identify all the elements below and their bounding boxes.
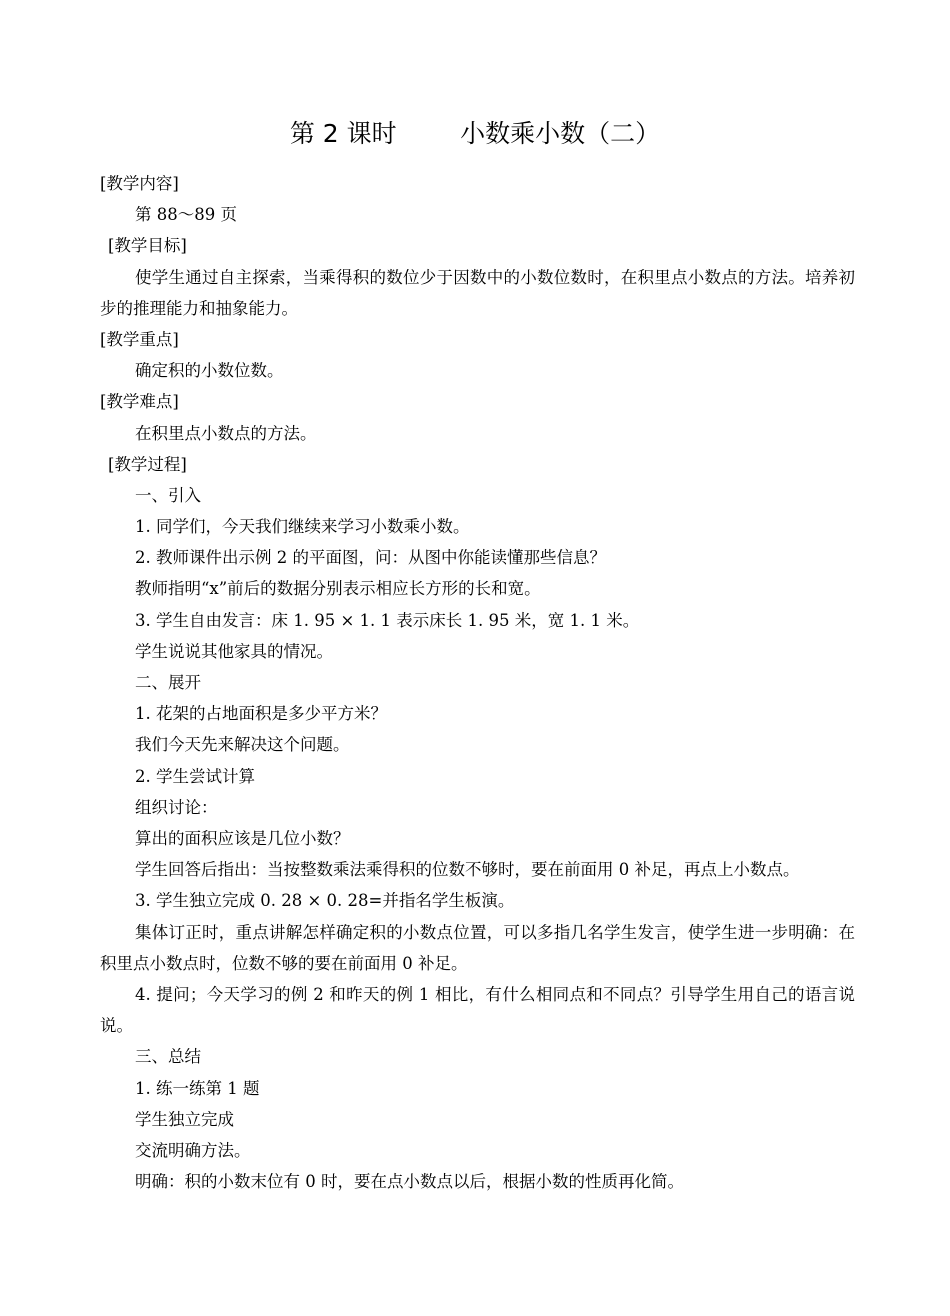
key-text: 确定积的小数位数。 [135,361,284,381]
paragraph: 教师指明“x”前后的数据分别表示相应长方形的长和宽。 [135,579,541,599]
paragraph: 3. 学生自由发言：床 1. 95 × 1. 1 表示床长 1. 95 米，宽 1. 1 米。 [135,610,640,630]
part1-title: 一、引入 [135,485,201,505]
paragraph: 1. 练一练第 1 题 [135,1078,260,1098]
part3-title: 三、总结 [135,1047,201,1067]
paragraph: 明确：积的小数末位有 0 时，要在点小数点以后，根据小数的性质再化简。 [135,1172,684,1192]
paragraph: 1. 花架的占地面积是多少平方米？ [135,704,387,724]
paragraph: 2. 教师课件出示例 2 的平面图，问：从图中你能读懂那些信息？ [135,548,606,568]
section-heading-goal: [教学目标] [108,236,187,256]
difficulty-text: 在积里点小数点的方法。 [135,423,317,443]
section-heading-process: [教学过程] [108,454,187,474]
paragraph: 我们今天先来解决这个问题。 [135,735,350,755]
paragraph: 组织讨论： [135,797,218,817]
paragraph: 2. 学生尝试计算 [135,766,255,786]
paragraph: 3. 学生独立完成 0. 28 × 0. 28=并指名学生板演。 [135,891,515,911]
page-title: 第 2 课时 小数乘小数（二） [289,119,661,148]
paragraph: 1. 同学们，今天我们继续来学习小数乘小数。 [135,517,470,537]
paragraph: 学生说说其他家具的情况。 [135,641,333,661]
goal-text: 使学生通过自主探索，当乘得积的数位少于因数中的小数位数时，在积里点小数点的方法。培养初步的推理能力和抽象能力。 [100,267,855,318]
part2-title: 二、展开 [135,673,201,693]
lesson-body [100,168,855,1197]
paragraph: 算出的面积应该是几位小数？ [135,828,350,848]
content-text: 第 88～89 页 [135,205,237,225]
paragraph: 学生回答后指出：当按整数乘法乘得积的位数不够时，要在前面用 0 补足，再点上小数点。 [135,860,800,880]
paragraph: 学生独立完成 [135,1109,234,1129]
paragraph: 4. 提问；今天学习的例 2 和昨天的例 1 相比，有什么相同点和不同点？引导学生用自己的语言说说。 [100,984,855,1036]
section-heading-key: [教学重点] [100,329,179,349]
paragraph: 集体订正时，重点讲解怎样确定积的小数点位置，可以多指几名学生发言，使学生进一步明确：在积里点小数点时，位数不够的要在前面用 0 补足。 [100,922,855,973]
section-heading-difficulty: [教学难点] [100,392,179,412]
section-heading-content: [教学内容] [100,174,179,193]
paragraph: 交流明确方法。 [135,1140,251,1160]
